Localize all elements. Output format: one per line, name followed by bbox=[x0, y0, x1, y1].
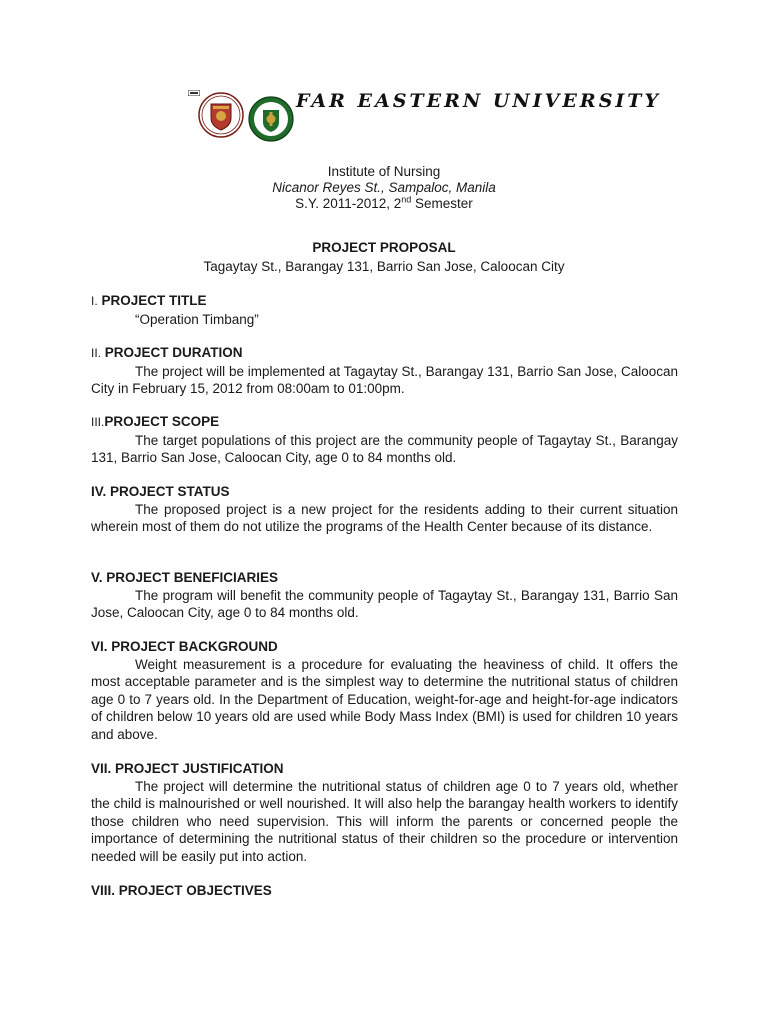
section-body: “Operation Timbang” bbox=[135, 311, 259, 327]
document-title: PROJECT PROPOSAL bbox=[312, 240, 456, 255]
university-seal-icon bbox=[198, 92, 244, 138]
section-heading bbox=[91, 344, 678, 363]
institute-seal-icon bbox=[248, 96, 294, 142]
section-heading bbox=[91, 413, 678, 432]
section-title: IV. PROJECT STATUS bbox=[91, 484, 230, 499]
section-title: VIII. PROJECT OBJECTIVES bbox=[91, 883, 272, 898]
section-body: The proposed project is a new project for the residents adding to their current situation wherein most of them do not utilize the programs of the Health Center because of its distance. bbox=[91, 501, 678, 534]
section-body: The project will determine the nutritional status of children age 0 to 7 years old, whether the child is malnourished or well nourished. It will also help the barangay health workers to identify those children who need supervision. This will inform the parents or concerned people the importance of determining the nutritional status of their children so the procedure or intervention needed will be easily put into action. bbox=[91, 778, 678, 864]
section-project-background bbox=[91, 638, 678, 743]
institute-name: Institute of Nursing bbox=[327, 164, 441, 179]
section-project-title bbox=[91, 292, 678, 328]
section-numeral: II. bbox=[91, 346, 102, 360]
school-year bbox=[0, 196, 768, 212]
section-title: PROJECT DURATION bbox=[104, 345, 243, 360]
section-project-beneficiaries bbox=[91, 569, 678, 622]
school-year-superscript: nd bbox=[401, 194, 412, 205]
section-body: The program will benefit the community people of Tagaytay St., Barangay 131, Barrio San Jose, Caloocan City, age 0 to 84 months old. bbox=[91, 587, 678, 620]
university-name: FAR EASTERN UNIVERSITY bbox=[296, 90, 662, 112]
institute-address: Nicanor Reyes St., Sampaloc, Manila bbox=[272, 180, 496, 195]
section-title: VII. PROJECT JUSTIFICATION bbox=[91, 761, 284, 776]
section-body: The project will be implemented at Tagaytay St., Barangay 131, Barrio San Jose, Caloocan City in February 15, 2012 from 08:00am to 01:00pm. bbox=[91, 363, 678, 396]
section-numeral: I. bbox=[91, 294, 98, 308]
project-location: Tagaytay St., Barangay 131, Barrio San Jose, Caloocan City bbox=[203, 259, 565, 274]
section-title: PROJECT SCOPE bbox=[104, 414, 220, 429]
school-year-prefix: S.Y. 2011-2012, 2 bbox=[295, 196, 402, 211]
section-title: VI. PROJECT BACKGROUND bbox=[91, 639, 278, 654]
section-numeral: III. bbox=[91, 415, 105, 429]
section-title: V. PROJECT BENEFICIARIES bbox=[91, 570, 279, 585]
section-project-justification bbox=[91, 760, 678, 865]
letterhead bbox=[188, 88, 662, 152]
section-project-scope bbox=[91, 413, 678, 467]
section-title: PROJECT TITLE bbox=[101, 293, 207, 308]
section-body: The target populations of this project are the community people of Tagaytay St., Barangay 131, Barrio San Jose, Caloocan City, age 0 to 84 months old. bbox=[91, 432, 678, 465]
school-year-suffix: Semester bbox=[411, 196, 473, 211]
section-project-duration bbox=[91, 344, 678, 398]
section-project-status bbox=[91, 483, 678, 536]
section-body: Weight measurement is a procedure for evaluating the heaviness of child. It offers the most acceptable parameter and is the simplest way to determine the nutritional status of children age 0 to 7 years old. In the Department of Education, weight-for-age and height-for-age indicators of children below 10 years old are used while Body Mass Index (BMI) is used for children 10 years and above. bbox=[91, 656, 678, 742]
section-heading bbox=[91, 292, 678, 311]
section-project-objectives bbox=[91, 882, 678, 900]
